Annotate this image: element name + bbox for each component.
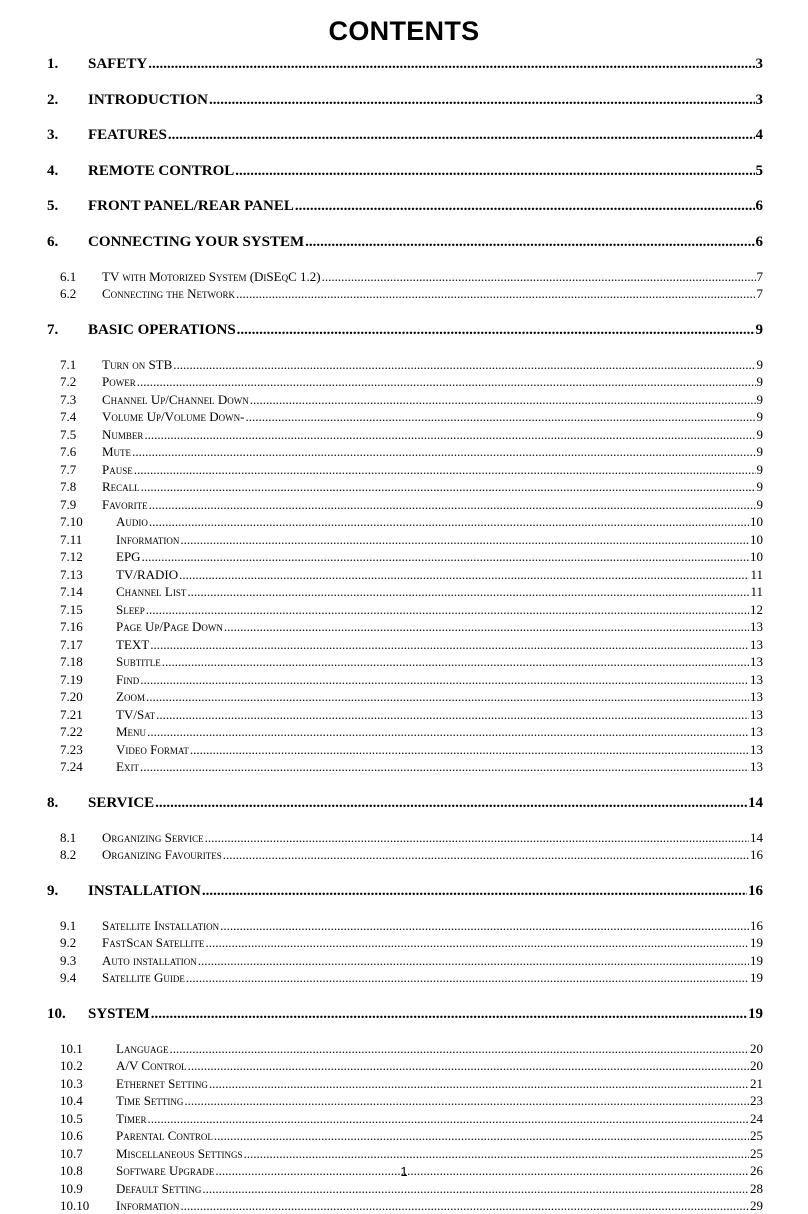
dot-leader [190,742,749,758]
toc-number: 7.19 [60,671,83,687]
toc-page-number: 9 [755,321,763,338]
dot-leader [179,567,749,583]
toc-number: 10.6 [60,1128,83,1143]
toc-page-number: 5 [755,162,763,179]
toc-label: Video Format [116,741,189,757]
dot-leader [156,707,749,723]
toc-page-number: 6 [755,233,763,250]
dot-leader [144,427,755,443]
toc-number: 7.20 [60,689,83,704]
toc-page-number: 16 [750,847,763,862]
toc-subsection[interactable] [0,532,808,548]
toc-section[interactable] [0,322,808,339]
toc-subsection[interactable] [0,444,808,460]
toc-subsection[interactable] [0,497,808,513]
dot-leader [305,234,754,251]
toc-page-number: 14 [748,794,763,811]
dot-leader [146,689,749,705]
toc-label: REMOTE CONTROL [88,162,235,179]
toc-page-number: 4 [755,127,763,143]
toc-label: Satellite Guide [102,970,185,985]
dot-leader [140,759,749,775]
dot-leader [140,672,749,688]
dot-leader [235,163,754,180]
toc-number: 1. [47,56,59,72]
dot-leader [146,602,749,618]
toc-number: 7.8 [60,479,77,494]
toc-number: 10.5 [60,1110,83,1126]
dot-leader [141,479,756,495]
toc-subsection[interactable] [0,374,808,390]
toc-label: FastScan Satellite [102,935,205,950]
toc-number: 7. [47,321,59,338]
toc-page-number: 20 [750,1040,763,1056]
toc-subsection[interactable] [0,1128,808,1144]
toc-page-number: 16 [750,917,763,933]
toc-page-number: 14 [750,829,763,845]
toc-number: 6.2 [60,286,77,301]
toc-subsection[interactable] [0,672,808,688]
toc-page-number: 9 [756,479,763,494]
toc-label: Mute [102,444,132,459]
toc-page-number: 13 [750,759,763,774]
toc-page-number: 13 [750,741,763,757]
dot-leader [180,1198,749,1214]
toc-number: 8. [47,794,59,811]
toc-subsection[interactable] [0,918,808,934]
toc-page-number: 9 [756,444,763,459]
toc-page-number: 11 [750,584,763,599]
toc-subsection[interactable] [0,1041,808,1057]
toc-number: 7.14 [60,584,83,599]
toc-page-number: 7 [756,268,763,284]
toc-subsection[interactable] [0,970,808,986]
dot-leader [149,514,749,530]
dot-leader [209,92,754,109]
toc-label: FEATURES [88,127,167,143]
toc-subsection[interactable] [0,707,808,723]
toc-number: 7.6 [60,444,77,459]
toc-page-number: 19 [750,970,763,985]
dot-leader [209,1076,749,1092]
toc-page-number: 10 [750,549,763,564]
toc-label: Software Upgrade [116,1163,215,1178]
dot-leader [205,830,749,846]
toc-label: Auto installation [102,952,197,968]
toc-subsection[interactable] [0,479,808,495]
toc-label: SYSTEM [88,1005,150,1022]
toc-page-number: 23 [750,1093,763,1108]
toc-label: Subtitle [116,654,161,669]
toc-page-number: 28 [750,1180,763,1196]
toc-number: 7.24 [60,759,83,774]
toc-number: 7.4 [60,409,77,424]
toc-subsection[interactable] [0,1181,808,1197]
toc-number: 5. [47,198,59,214]
toc-subsection[interactable] [0,514,808,530]
toc-label: A/V Control [116,1058,187,1073]
dot-leader [246,409,756,425]
toc-page-number: 19 [750,952,763,968]
toc-page-number: 10 [750,514,763,529]
toc-number: 9. [47,882,59,899]
dot-leader [134,462,756,478]
toc-section[interactable] [0,795,808,812]
toc-label: Channel Up/Channel Down [102,391,249,407]
toc-section[interactable] [0,127,808,144]
toc-page-number: 3 [755,91,763,108]
toc-label: EPG [116,549,141,564]
toc-page-number: 13 [750,724,763,739]
toc-page-number: 11 [750,566,763,582]
toc-subsection[interactable] [0,689,808,705]
toc-subsection[interactable] [0,619,808,635]
dot-leader [162,654,749,670]
toc-label: Exit [116,759,139,774]
toc-number: 7.18 [60,654,83,669]
dot-leader [169,1041,749,1057]
dot-leader [147,1111,749,1127]
toc-number: 7.12 [60,549,83,564]
toc-subsection[interactable] [0,602,808,618]
toc-number: 7.21 [60,706,83,722]
toc-number: 7.15 [60,601,83,617]
toc-label: Time Setting [116,1093,184,1108]
toc-number: 3. [47,127,59,143]
dot-leader [142,549,749,565]
toc-label: Satellite Installation [102,917,220,933]
toc-subsection[interactable] [0,427,808,443]
toc-page-number: 29 [750,1198,763,1213]
toc-number: 7.9 [60,496,77,512]
toc-subsection[interactable] [0,392,808,408]
toc-page-number: 13 [750,689,763,704]
toc-label: Default Setting [116,1180,202,1196]
toc-number: 10.4 [60,1093,83,1108]
toc-section[interactable] [0,883,808,900]
toc-page-number: 9 [756,496,763,512]
toc-label: TV/RADIO [116,566,179,582]
toc-subsection[interactable] [0,357,808,373]
dot-leader [148,56,754,73]
dot-leader [250,392,756,408]
toc-page-number: 9 [756,356,763,372]
dot-leader [180,532,749,548]
toc-label: Language [116,1040,169,1056]
toc-label: Information [116,1198,180,1213]
toc-number: 7.10 [60,514,83,529]
dot-leader [236,286,755,302]
toc-section[interactable] [0,234,808,251]
toc-number: 10.2 [60,1058,83,1073]
toc-label: Power [102,374,136,389]
toc-number: 10. [47,1005,66,1022]
toc-label: Sleep [116,601,145,617]
toc-number: 7.17 [60,636,83,652]
dot-leader [149,497,756,513]
toc-page-number: 6 [755,198,763,214]
toc-label: Zoom [116,689,145,704]
toc-page-number: 10 [750,531,763,547]
toc-number: 8.2 [60,847,77,862]
toc-label: Ethernet Setting [116,1075,208,1091]
toc-section[interactable] [0,198,808,215]
toc-number: 7.11 [60,531,83,547]
toc-label: Page Up/Page Down [116,619,223,634]
toc-label: Channel List [116,584,187,599]
dot-leader [322,269,756,285]
dot-leader [237,322,755,339]
toc-page-number: 9 [756,409,763,424]
dot-leader [147,724,749,740]
dot-leader [150,637,749,653]
toc-section[interactable] [0,56,808,73]
toc-label: Information [116,531,180,547]
toc-number: 7.22 [60,724,83,739]
toc-subsection[interactable] [0,1198,808,1214]
toc-section[interactable] [0,163,808,180]
toc-page-number: 13 [750,706,763,722]
dot-leader [220,918,749,934]
toc-number: 10.7 [60,1145,83,1161]
toc-page-number: 13 [750,619,763,634]
dot-leader [202,1181,749,1197]
dot-leader [187,584,749,600]
toc-page-number: 9 [756,461,763,477]
dot-leader [244,1146,749,1162]
toc-number: 8.1 [60,829,77,845]
toc-label: TV/Sat [116,706,156,722]
toc-page-number: 21 [750,1075,763,1091]
toc-page-number: 25 [750,1128,763,1143]
toc-number: 7.3 [60,391,77,407]
toc-page-number: 9 [756,391,763,407]
toc-subsection[interactable] [0,1146,808,1162]
toc-subsection[interactable] [0,637,808,653]
toc-page-number: 19 [750,935,763,950]
toc-label: Timer [116,1110,147,1126]
dot-leader [295,198,755,215]
toc-number: 7.5 [60,426,77,442]
toc-subsection[interactable] [0,724,808,740]
toc-page-number: 24 [750,1110,763,1126]
toc-number: 7.2 [60,374,77,389]
toc-label: Organizing Service [102,829,204,845]
toc-label: SERVICE [88,794,155,811]
toc-subsection[interactable] [0,847,808,863]
toc-label: Number [102,426,144,442]
toc-page-number: 13 [750,671,763,687]
dot-leader [198,953,749,969]
toc-page-number: 9 [756,426,763,442]
toc-label: TV with Motorized System (DiSEqC 1.2) [102,268,321,284]
toc-number: 7.13 [60,566,83,582]
dot-leader [224,619,749,635]
toc-number: 10.9 [60,1180,83,1196]
toc-subsection[interactable] [0,654,808,670]
toc-subsection[interactable] [0,286,808,302]
toc-number: 10.10 [60,1198,90,1213]
toc-page-number: 20 [750,1058,763,1073]
dot-leader [186,970,749,986]
page-number: 1 [400,1164,408,1179]
toc-page-number: 7 [756,286,763,301]
toc-label: Menu [116,724,147,739]
toc-label: SAFETY [88,56,148,72]
toc-subsection[interactable] [0,759,808,775]
toc-number: 10.3 [60,1075,83,1091]
toc-page-number: 19 [748,1005,763,1022]
dot-leader [168,127,755,144]
toc-subsection[interactable] [0,567,808,583]
dot-leader [132,444,755,460]
toc-label: INTRODUCTION [88,91,209,108]
toc-page-number: 26 [750,1163,763,1178]
toc-label: TEXT [116,636,150,652]
toc-page-number: 16 [748,882,763,899]
toc-subsection[interactable] [0,409,808,425]
toc-label: Organizing Favourites [102,847,222,862]
toc-number: 10.8 [60,1163,83,1178]
toc-label: INSTALLATION [88,882,201,899]
toc-number: 7.16 [60,619,83,634]
toc-number: 4. [47,162,59,179]
toc-number: 9.2 [60,935,77,950]
toc-subsection[interactable] [0,1076,808,1092]
toc-number: 6. [47,233,59,250]
toc-section[interactable] [0,92,808,109]
dot-leader [137,374,756,390]
toc-subsection[interactable] [0,1111,808,1127]
dot-leader [205,935,749,951]
toc-label: CONNECTING YOUR SYSTEM [88,233,305,250]
toc-label: FRONT PANEL/REAR PANEL [88,198,294,214]
toc-label: Audio [116,514,148,529]
toc-page-number: 25 [750,1145,763,1161]
toc-number: 10.1 [60,1040,83,1056]
toc-label: Volume Up/Volume Down- [102,409,245,424]
toc-page-number: 3 [755,56,763,72]
toc-page-number: 9 [756,374,763,389]
toc-subsection[interactable] [0,742,808,758]
toc-page-number: 13 [750,654,763,669]
toc-label: Miscellaneous Settings [116,1145,243,1161]
dot-leader [155,795,747,812]
toc-label: Find [116,671,140,687]
toc-number: 2. [47,91,59,108]
dot-leader [151,1006,747,1023]
toc-subsection[interactable] [0,1093,808,1109]
toc-subsection[interactable] [0,549,808,565]
toc-subsection[interactable] [0,1058,808,1074]
toc-label: Favorite [102,496,148,512]
toc-subsection[interactable] [0,953,808,969]
toc-number: 9.4 [60,970,77,985]
toc-number: 9.3 [60,952,77,968]
toc-number: 7.23 [60,741,83,757]
toc-subsection[interactable] [0,830,808,846]
toc-number: 6.1 [60,268,77,284]
toc-page-number: 13 [750,636,763,652]
toc-subsection[interactable] [0,462,808,478]
toc-label: BASIC OPERATIONS [88,321,236,338]
toc-label: Connecting the Network [102,286,236,301]
toc-subsection[interactable] [0,269,808,285]
toc-subsection[interactable] [0,584,808,600]
dot-leader [214,1128,749,1144]
toc-label: Parental Control [116,1128,213,1143]
toc-page-number: 12 [750,601,763,617]
toc-label: Turn on STB [102,356,173,372]
dot-leader [184,1093,749,1109]
dot-leader [202,883,747,900]
toc-subsection[interactable] [0,935,808,951]
toc-number: 7.1 [60,356,77,372]
toc-number: 9.1 [60,917,77,933]
page-title: CONTENTS [328,16,480,46]
toc-label: Pause [102,461,133,477]
toc-section[interactable] [0,1006,808,1023]
dot-leader [188,1058,749,1074]
dot-leader [223,847,749,863]
toc-label: Recall [102,479,140,494]
toc-number: 7.7 [60,461,77,477]
dot-leader [173,357,755,373]
